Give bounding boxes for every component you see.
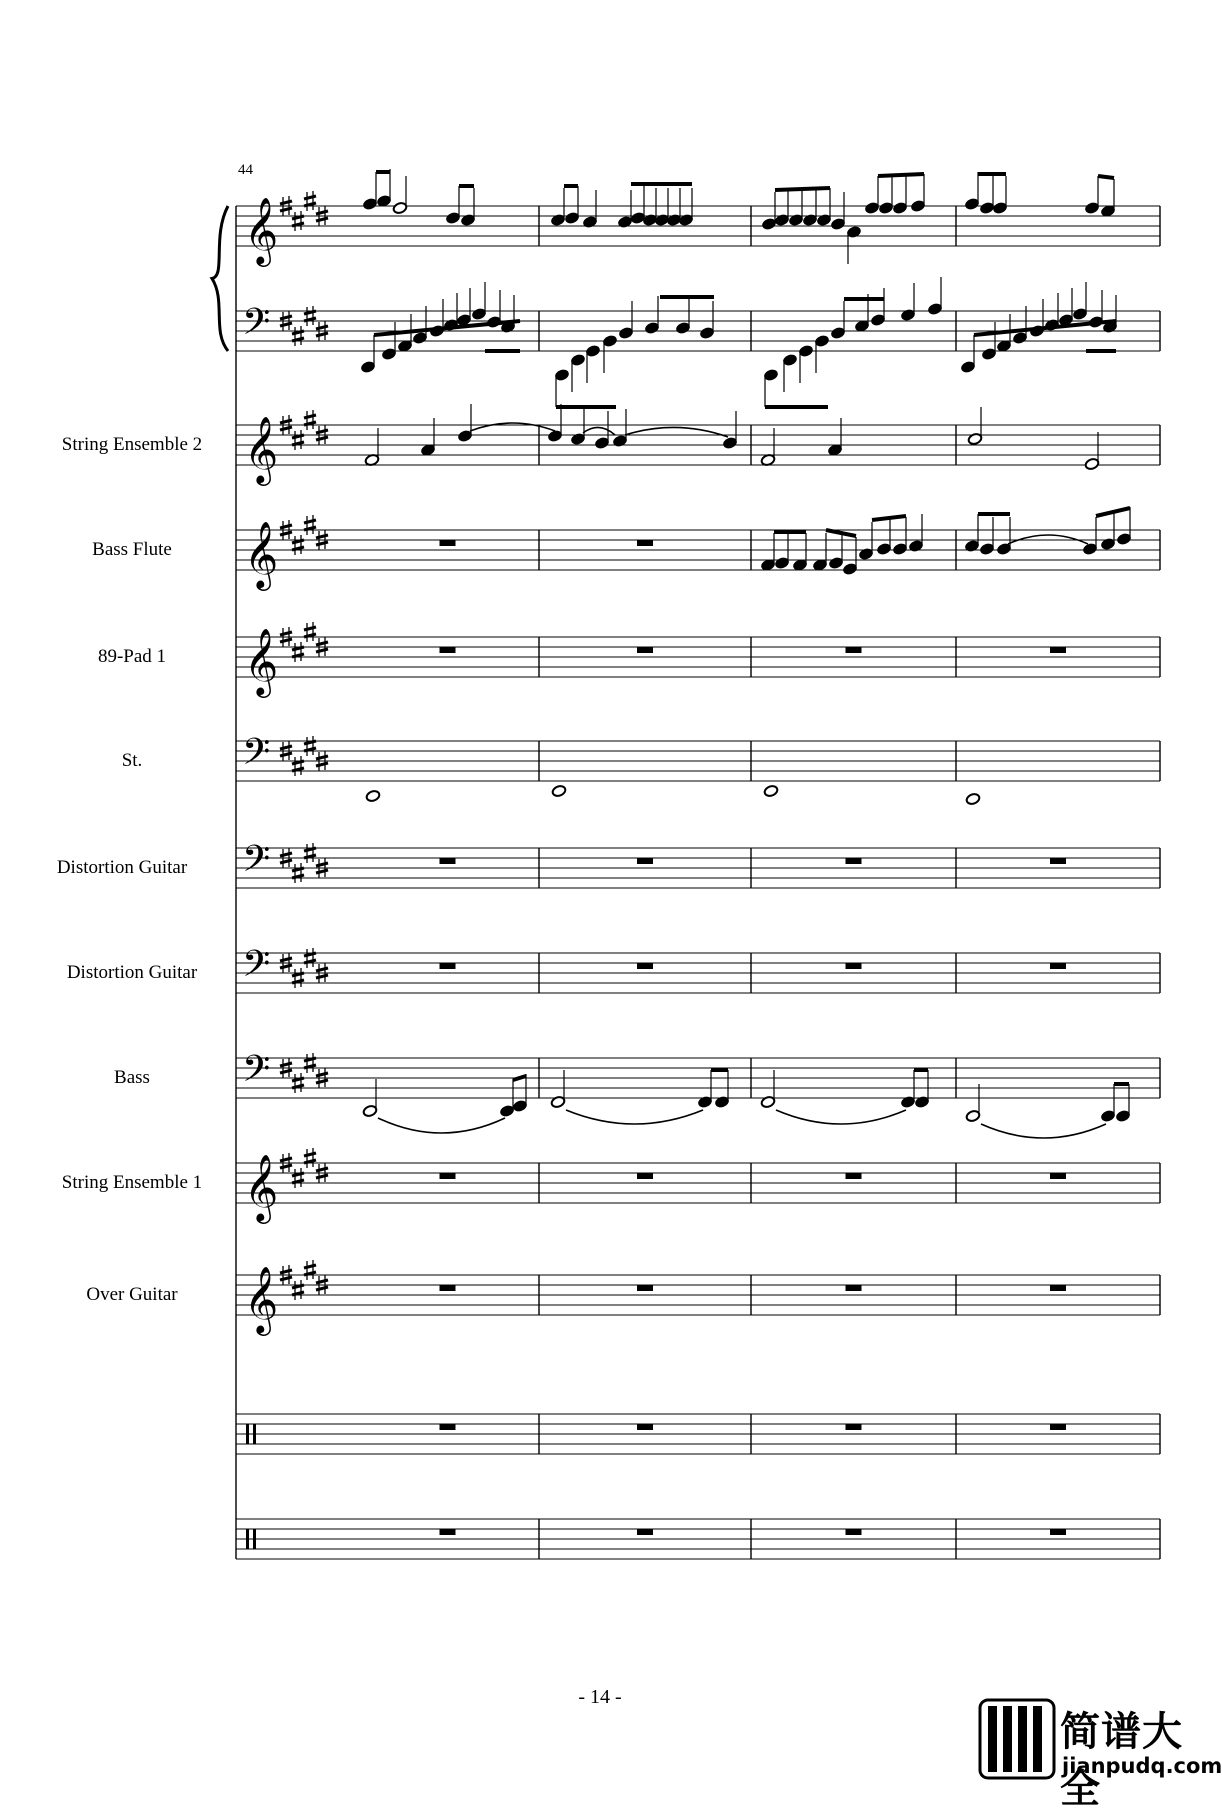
logo-url[interactable]: jianpudq.com <box>1062 1754 1222 1778</box>
staff-5 <box>236 622 1160 698</box>
key-signature <box>280 1148 328 1188</box>
tie <box>583 427 615 435</box>
tie <box>625 427 728 437</box>
measure-number: 44 <box>238 162 253 178</box>
key-signature <box>280 191 328 231</box>
notes-staff-6 <box>365 784 980 805</box>
rests-bass-flute <box>440 540 654 546</box>
instrument-label: St. <box>121 750 143 771</box>
key-signature <box>280 736 328 776</box>
instrument-label: Distortion Guitar <box>56 857 188 878</box>
staff-11 <box>236 1260 1160 1336</box>
staff-7 <box>236 838 1160 889</box>
staff-8 <box>236 943 1160 994</box>
treble-clef: 𝄞 <box>244 627 279 695</box>
bass-clef: 𝄢 <box>242 838 271 889</box>
percussion-clef <box>246 1529 249 1549</box>
key-signature <box>280 410 328 450</box>
rests-staff-10 <box>440 1173 1067 1179</box>
rests-staff-11 <box>440 1285 1067 1291</box>
beam <box>775 188 830 190</box>
rests-staff-8 <box>440 963 1067 969</box>
treble-clef: 𝄞 <box>244 196 279 264</box>
bass-clef: 𝄢 <box>242 1048 271 1099</box>
treble-clef: 𝄞 <box>244 1153 279 1221</box>
treble-clef: 𝄞 <box>244 520 279 588</box>
bass-clef: 𝄢 <box>242 731 271 782</box>
staff-9 <box>236 1048 1160 1099</box>
piano-brace <box>212 206 228 351</box>
key-signature <box>280 843 328 883</box>
beam <box>872 516 906 520</box>
key-signature <box>280 306 328 346</box>
notes-staff-4 <box>760 507 1131 576</box>
rests-staff-13 <box>440 1529 1067 1535</box>
logo-text: 简谱大全 <box>1060 1709 1183 1812</box>
staff-3 <box>236 410 1160 486</box>
beam <box>1098 176 1114 178</box>
bass-clef: 𝄢 <box>242 301 271 352</box>
instrument-label: 89-Pad 1 <box>97 646 167 667</box>
key-signature <box>280 1053 328 1093</box>
key-signature <box>280 1260 328 1300</box>
staff-13 <box>236 1519 1160 1559</box>
page-number: - 14 - <box>578 1686 622 1708</box>
instrument-label: Bass Flute <box>92 539 172 560</box>
bass-clef: 𝄢 <box>242 943 271 994</box>
tie <box>378 1118 505 1133</box>
site-logo[interactable] <box>978 1698 1222 1812</box>
piano-keys-icon <box>978 1698 1056 1780</box>
key-signature <box>280 622 328 662</box>
rests-staff-5 <box>440 647 1067 653</box>
key-signature <box>280 515 328 555</box>
instrument-label: Bass <box>114 1067 150 1088</box>
treble-clef: 𝄞 <box>244 415 279 483</box>
staff-4 <box>236 515 1160 591</box>
treble-clef: 𝄞 <box>244 1265 279 1333</box>
instrument-label: String Ensemble 2 <box>61 434 203 455</box>
staff-6 <box>236 731 1160 782</box>
instrument-label: Distortion Guitar <box>66 962 198 983</box>
percussion-clef <box>246 1424 249 1444</box>
notes-staff-2 <box>360 277 1117 407</box>
rests-staff-12 <box>440 1424 1067 1430</box>
notes-staff-3 <box>364 404 1099 471</box>
tie <box>776 1110 906 1124</box>
beam <box>513 1076 526 1080</box>
rests-staff-7 <box>440 858 1067 864</box>
staff-10 <box>236 1148 1160 1224</box>
staff-12 <box>236 1414 1160 1454</box>
beam <box>826 530 856 536</box>
beam <box>878 174 924 176</box>
instrument-label: Over Guitar <box>86 1284 178 1305</box>
tie <box>566 1110 703 1124</box>
tie <box>470 423 555 431</box>
instrument-label: String Ensemble 1 <box>61 1172 203 1193</box>
key-signature <box>280 948 328 988</box>
beam <box>1096 508 1130 516</box>
tie <box>981 1124 1106 1138</box>
